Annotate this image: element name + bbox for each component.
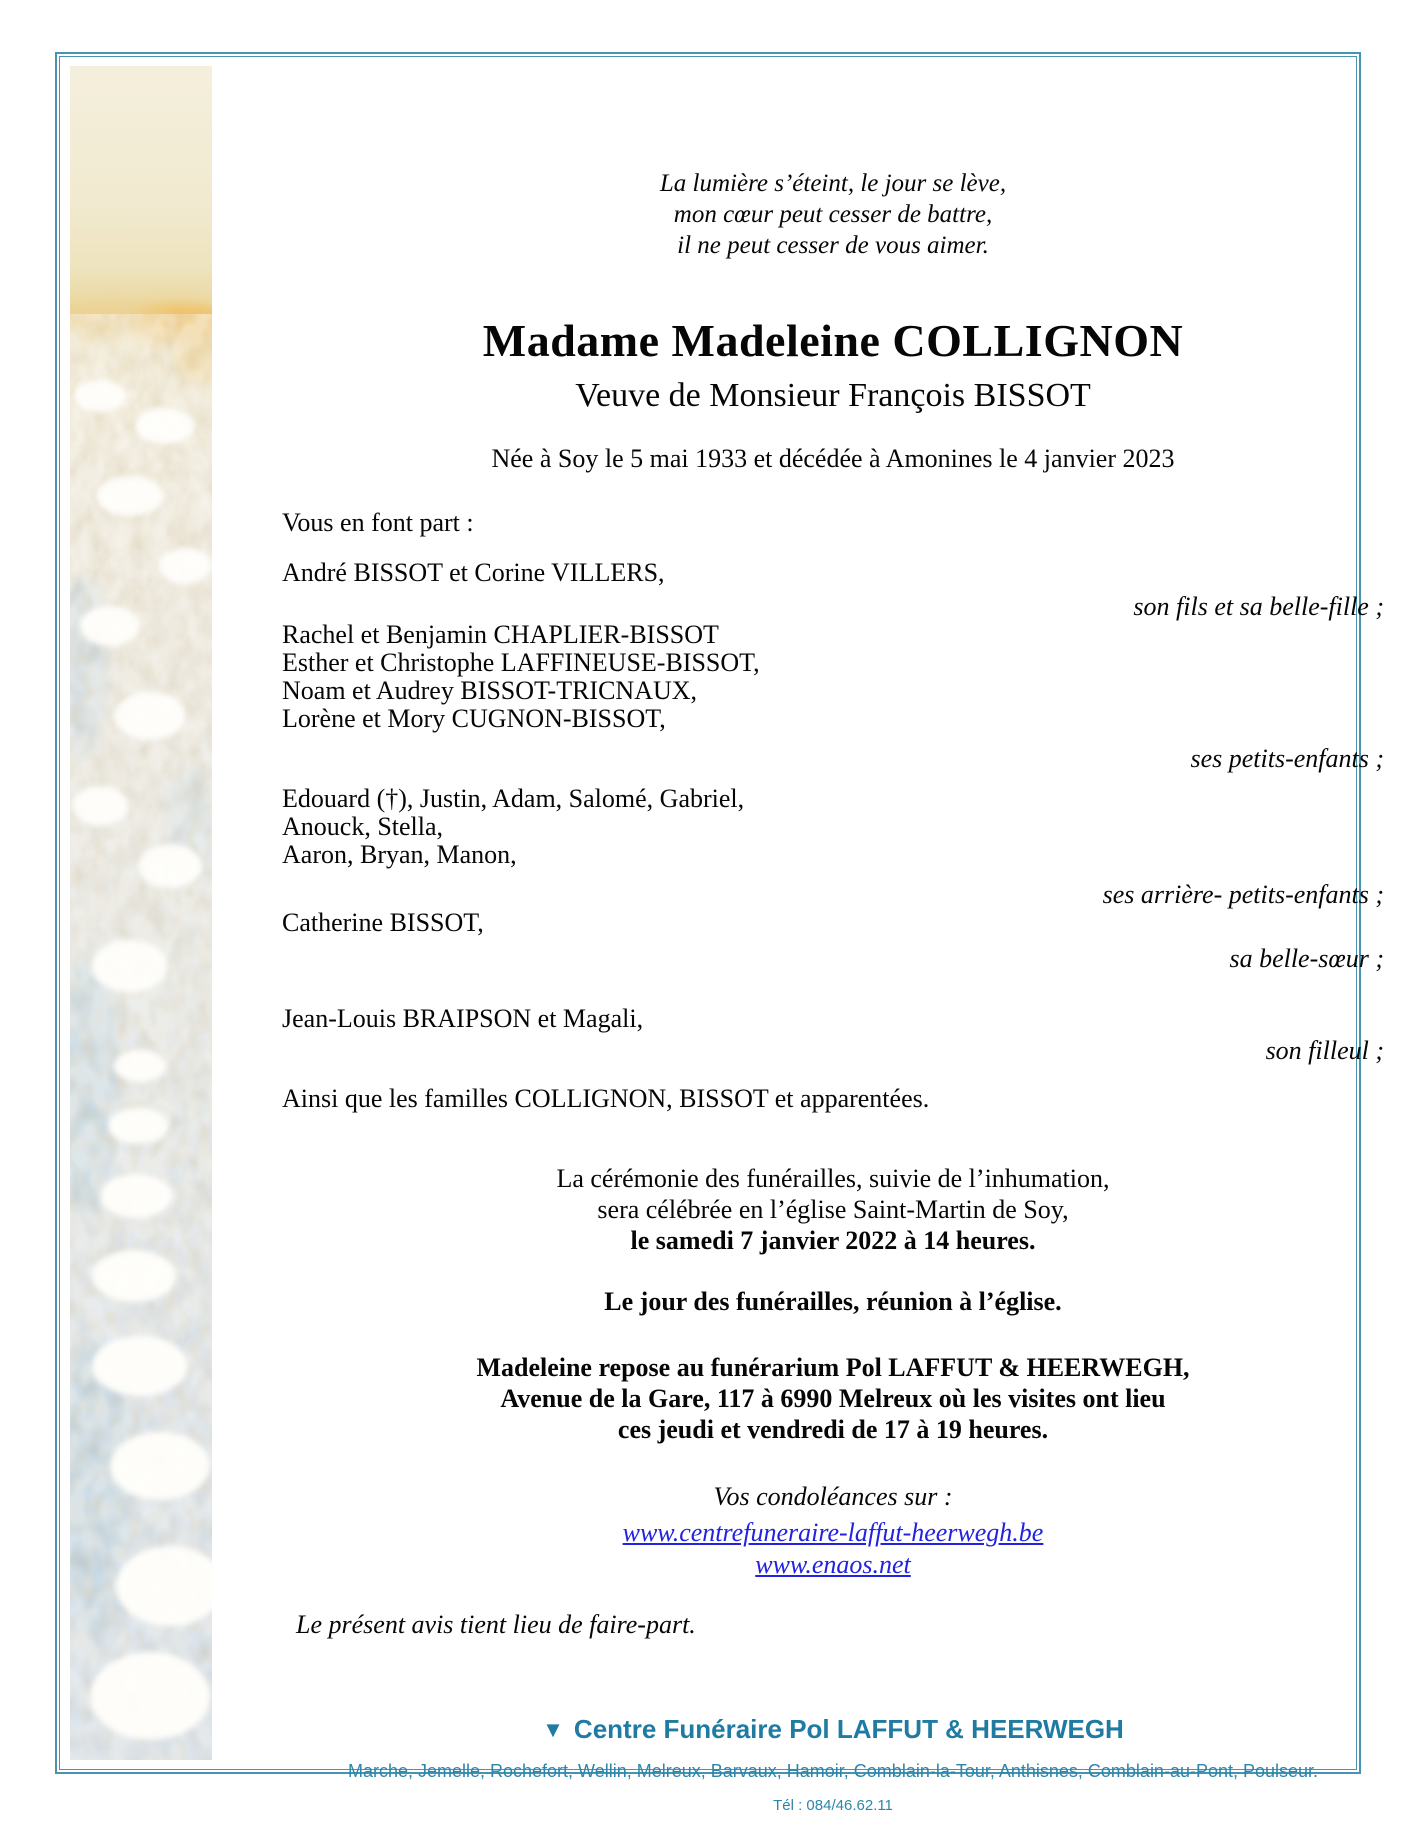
- relation-label: son fils et sa belle-fille ;: [1133, 592, 1384, 621]
- family-member-line: Lorène et Mory CUGNON-BISSOT,: [282, 704, 666, 733]
- enaos-website-link[interactable]: www.enaos.net: [755, 1550, 911, 1579]
- condolences-label: Vos condoléances sur :: [713, 1482, 953, 1511]
- family-member-line: Aaron, Bryan, Manon,: [282, 840, 517, 869]
- page-border-frame: [55, 52, 1384, 1814]
- ceremony-line: sera célébrée en l’église Saint-Martin de Soy,: [597, 1195, 1069, 1224]
- condolences-website-link[interactable]: www.centrefuneraire-laffut-heerwegh.be: [622, 1518, 1044, 1547]
- poem-line: il ne peut cesser de vous aimer.: [677, 232, 989, 259]
- poem-line: La lumière s’éteint, le jour se lève,: [659, 170, 1007, 197]
- relation-label: son filleul ;: [1265, 1036, 1384, 1065]
- poem-line: mon cœur peut cesser de battre,: [673, 201, 993, 228]
- family-member-line: Jean-Louis BRAIPSON et Magali,: [282, 1004, 644, 1033]
- repose-line: Madeleine repose au funérarium Pol LAFFUT & HEERWEGH,: [476, 1353, 1190, 1382]
- opening-poem: [282, 168, 1384, 261]
- birth-death-line: Née à Soy le 5 mai 1933 et décédée à Amonines le 4 janvier 2023: [491, 444, 1175, 473]
- reunion-line: Le jour des funérailles, réunion à l’église.: [604, 1287, 1062, 1316]
- widow-of-line: Veuve de Monsieur François BISSOT: [575, 377, 1091, 414]
- condolences-link-row: [282, 1551, 1384, 1579]
- funeral-home-name-text: Centre Funéraire Pol LAFFUT & HEERWEGH: [573, 1714, 1124, 1744]
- winter-forest-photo: [70, 66, 212, 1760]
- family-member-line: Noam et Audrey BISSOT-TRICNAUX,: [282, 676, 698, 705]
- formal-notice-line: Le présent avis tient lieu de faire-part.: [296, 1610, 696, 1639]
- family-group: [282, 621, 1384, 733]
- funeral-home-phone: Tél : 084/46.62.11: [773, 1797, 893, 1814]
- funeral-home-name: [282, 1713, 1384, 1747]
- family-group: [282, 785, 1384, 869]
- triangle-logo-icon: ▼: [542, 1717, 564, 1742]
- family-member-line: Anouck, Stella,: [282, 812, 444, 841]
- announcement-intro: Vous en font part :: [282, 508, 474, 537]
- repose-line: ces jeudi et vendredi de 17 à 19 heures.: [617, 1415, 1049, 1444]
- relation-label: ses arrière- petits-enfants ;: [1102, 880, 1384, 909]
- repose-details: [282, 1352, 1384, 1445]
- relation-label: sa belle-sœur ;: [1229, 944, 1384, 973]
- deceased-name: Madame Madeleine COLLIGNON: [482, 315, 1184, 366]
- condolences-link-row: [282, 1519, 1384, 1547]
- obituary-content: [282, 106, 1384, 1815]
- family-member-line: André BISSOT et Corine VILLERS,: [282, 558, 665, 587]
- funeral-home-locations: Marche, Jemelle, Rochefort, Wellin, Melreux, Barvaux, Hamoir, Comblain-la-Tour, Anthisnes, Comblain-au-Pont, Poulseur.: [347, 1761, 1319, 1781]
- family-member-line: Esther et Christophe LAFFINEUSE-BISSOT,: [282, 648, 760, 677]
- winter-forest-illustration: [70, 66, 212, 1760]
- family-member-line: Edouard (†), Justin, Adam, Salomé, Gabriel,: [282, 784, 745, 813]
- family-member-line: Catherine BISSOT,: [282, 908, 484, 937]
- repose-line: Avenue de la Gare, 117 à 6990 Melreux où les visites ont lieu: [500, 1384, 1166, 1413]
- relation-label: ses petits-enfants ;: [1190, 744, 1384, 773]
- ceremony-date-line: le samedi 7 janvier 2022 à 14 heures.: [630, 1226, 1036, 1255]
- family-member-line: Rachel et Benjamin CHAPLIER-BISSOT: [282, 620, 719, 649]
- related-families-line: Ainsi que les familles COLLIGNON, BISSOT et apparentées.: [282, 1084, 930, 1113]
- ceremony-details: [282, 1163, 1384, 1256]
- ceremony-line: La cérémonie des funérailles, suivie de l’inhumation,: [556, 1164, 1110, 1193]
